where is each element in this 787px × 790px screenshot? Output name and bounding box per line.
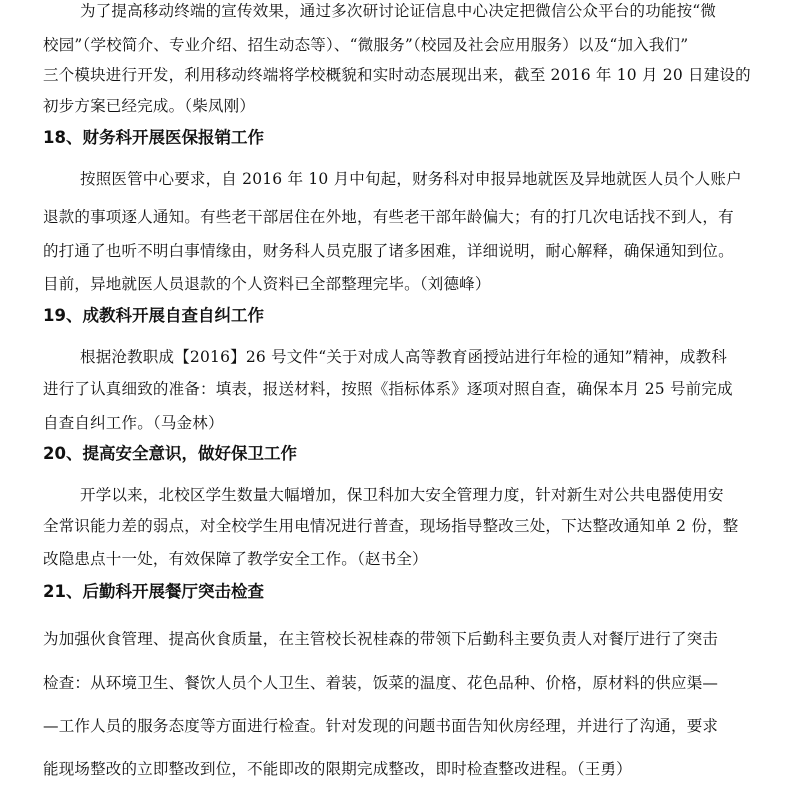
section-20-heading: 20、提高安全意识，做好保卫工作 [43,444,297,463]
section-21-line-3: —工作人员的服务态度等方面进行检查。针对发现的问题书面告知伙房经理，并进行了沟通，要求 [43,717,719,735]
section-19-line-1: 根据沧教职成【2016】26 号文件“关于对成人高等教育函授站进行年检的通知”精神，成教科 [80,348,727,366]
intro-line-4: 初步方案已经完成。（柴凤刚） [43,97,256,115]
section-19-line-3: 自查自纠工作。（马金林） [43,414,224,432]
section-21-line-2: 检查：从环境卫生、餐饮人员个人卫生、着装，饭菜的温度、花色品种、价格，原材料的供应渠— [43,674,719,692]
section-19-line-2: 进行了认真细致的准备：填表，报送材料，按照《指标体系》逐项对照自查，确保本月 25 号前完成 [43,380,733,398]
section-18-heading: 18、财务科开展医保报销工作 [43,128,264,147]
section-19-heading: 19、成教科开展自查自纠工作 [43,306,264,325]
intro-line-3: 三个模块进行开发，利用移动终端将学校概貌和实时动态展现出来，截至 2016 年 10 月 20 日建设的 [43,66,751,84]
section-18-line-1: 按照医管中心要求，自 2016 年 10 月中旬起，财务科对申报异地就医及异地就医人员个人账户 [80,170,742,188]
section-20-line-1: 开学以来，北校区学生数量大幅增加，保卫科加大安全管理力度，针对新生对公共电器使用安 [80,486,724,504]
section-21-line-4: 能现场整改的立即整改到位，不能即改的限期完成整改，即时检查整改进程。（王勇） [43,760,632,778]
section-21-heading: 21、后勤科开展餐厅突击检查 [43,582,264,601]
section-20-line-3: 改隐患点十一处，有效保障了教学安全工作。（赵书全） [43,550,428,568]
section-21-line-1: 为加强伙食管理、提高伙食质量，在主管校长祝桂森的带领下后勤科主要负责人对餐厅进行了突击 [43,630,719,648]
intro-line-2: 校园”（学校简介、专业介绍、招生动态等）、“微服务”（校园及社会应用服务）以及“加入我们” [43,36,689,54]
intro-line-1: 为了提高移动终端的宣传效果，通过多次研讨论证信息中心决定把微信公众平台的功能按“微 [80,2,717,20]
section-18-line-3: 的打通了也听不明白事情缘由，财务科人员克服了诸多困难，详细说明，耐心解释，确保通知到位。 [43,242,734,260]
section-18-line-2: 退款的事项逐人通知。有些老干部居住在外地，有些老干部年龄偏大；有的打几次电话找不到人，有 [43,208,734,226]
section-20-line-2: 全常识能力差的弱点，对全校学生用电情况进行普查，现场指导整改三处，下达整改通知单 2 份，整 [43,517,739,535]
section-18-line-4: 目前，异地就医人员退款的个人资料已全部整理完毕。（刘德峰） [43,275,491,293]
